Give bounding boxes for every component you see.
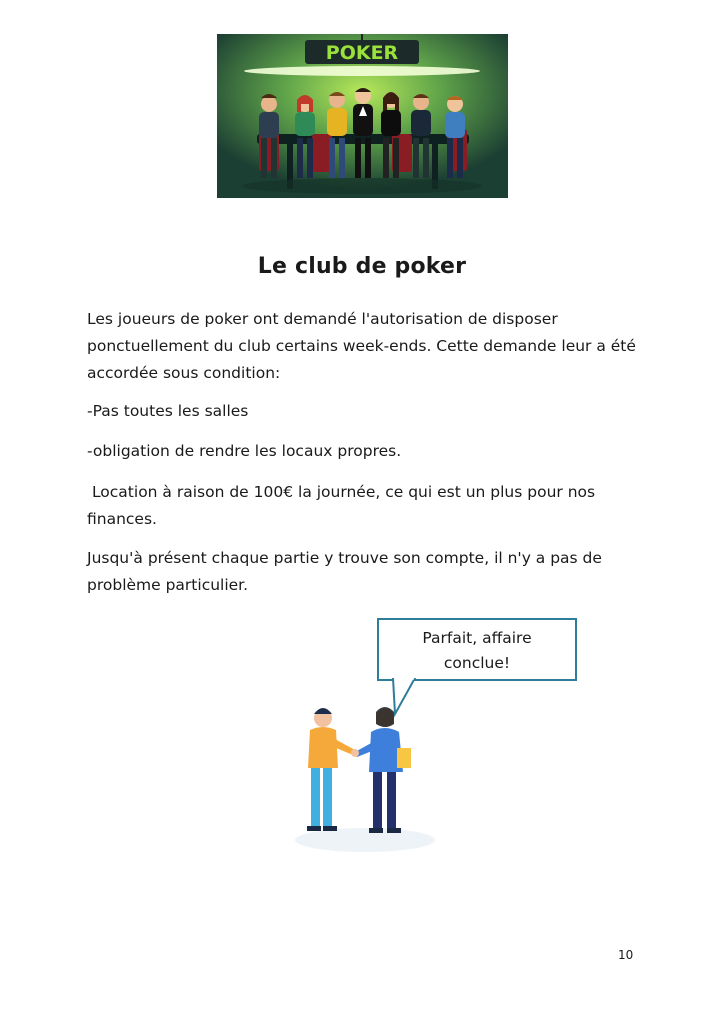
paragraph-location: Location à raison de 100€ la journée, ce qui est un plus pour nos finances. — [87, 483, 601, 528]
page-number: 10 — [618, 948, 634, 962]
poker-table-illustration — [217, 34, 508, 198]
paragraph-intro: Les joueurs de poker ont demandé l'autorisation de disposer ponctuellement du club certains week-ends. Cette demande leur a été accordée sous condition: — [87, 310, 636, 382]
paragraph-condition-1: -Pas toutes les salles — [87, 402, 249, 420]
handshake-illustration — [285, 690, 445, 855]
paragraph-condition-2: -obligation de rendre les locaux propres. — [87, 442, 402, 460]
speech-bubble-line2: conclue! — [443, 654, 511, 672]
speech-bubble-line1: Parfait, affaire — [422, 629, 532, 647]
paragraph-conclusion: Jusqu'à présent chaque partie y trouve son compte, il n'y a pas de problème particulier. — [87, 549, 602, 594]
speech-bubble — [377, 618, 577, 681]
page-title: Le club de poker — [257, 254, 467, 279]
poker-sign-text: POKER — [325, 42, 399, 64]
